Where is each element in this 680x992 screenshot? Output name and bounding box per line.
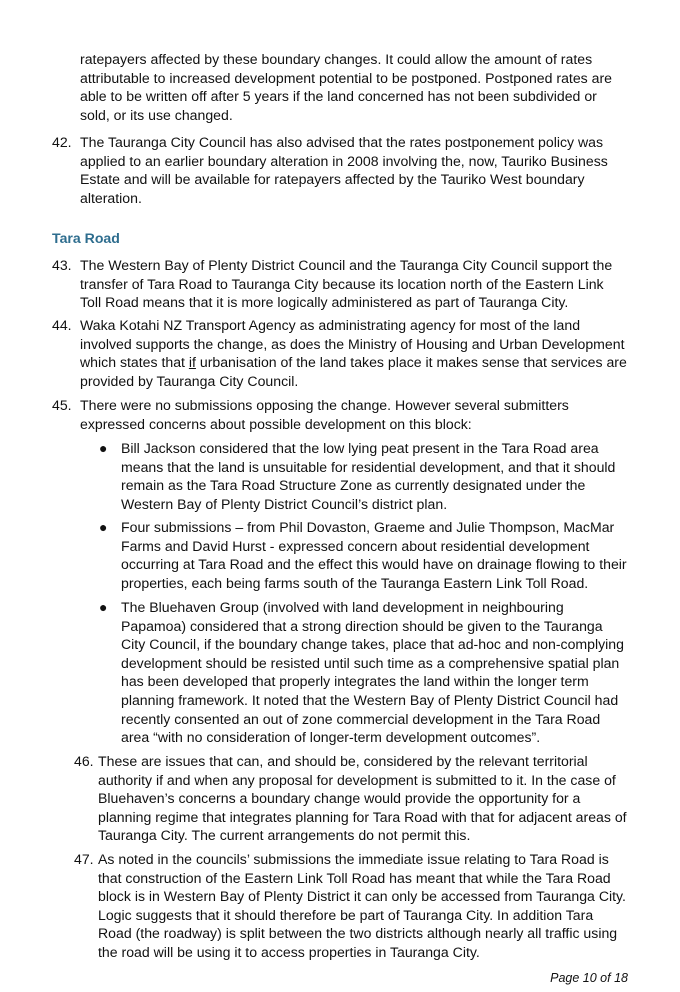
paragraph-number-44: 44. xyxy=(52,317,72,333)
paragraph-number-45: 45. xyxy=(52,397,72,413)
paragraph-44 xyxy=(80,316,628,390)
paragraph-43: The Western Bay of Plenty District Council and the Tauranga City Council support the transfer of Tara Road to Tauranga City because its location north of the Eastern Link Toll Road means that it is more logically administered as part of Tauranga City. xyxy=(80,257,613,311)
continuation-paragraph: ratepayers affected by these boundary changes. It could allow the amount of rates attributable to increased development potential to be postponed. Postponed rates are able to be written off after 5 years if the land concerned has not been subdivided or sold, or its use changed. xyxy=(80,51,613,123)
paragraph-46: These are issues that can, and should be, considered by the relevant territorial authority if and when any proposal for development is submitted to it. In the case of Bluehaven’s concerns a boundary change would provide the opportunity for a planning regime that integrates planning for Tara Road with that for adjacent areas of Tauranga City. The current arrangements do not permit this. xyxy=(98,753,627,844)
paragraph-number-46: 46. xyxy=(74,753,94,769)
bullet-item-2: Four submissions – from Phil Dovaston, Graeme and Julie Thompson, MacMar Farms and David Hurst - expressed concern about residential development occurring at Tara Road and the effect this would have on drainage flowing to their properties, each being farms south of the Tauranga Eastern Link Toll Road. xyxy=(121,519,627,591)
paragraph-number-47: 47. xyxy=(74,851,94,867)
paragraph-number-42: 42. xyxy=(52,134,72,150)
bullet-item-3: The Bluehaven Group (involved with land development in neighbouring Papamoa) considered that a strong direction should be given to the Tauranga City Council, if the boundary change takes, place that ad-hoc and non-complying development should be resisted until such time as a comprehensive spatial plan has been developed that properly integrates the land within the longer term planning framework. It noted that the Western Bay of Plenty District Council had recently consented an out of zone commercial development in the Tara Road area “with no consideration of longer-term development outcomes”. xyxy=(121,599,624,746)
bullet-icon: ● xyxy=(99,599,108,615)
paragraph-44-part-b: urbanisation of the land takes place it makes sense that services are provided by Tauranga City Council. xyxy=(80,354,627,389)
paragraph-47: As noted in the councils’ submissions the immediate issue relating to Tara Road is that construction of the Eastern Link Toll Road has meant that while the Tara Road block is in Western Bay of Plenty District it can only be accessed from Tauranga City. Logic suggests that it should therefore be part of Tauranga City. In addition Tara Road (the roadway) is split between the two districts although nearly all traffic using the road will be using it to access properties in Tauranga City. xyxy=(98,851,626,960)
page-number-footer: Page 10 of 18 xyxy=(550,971,628,985)
bullet-item-1: Bill Jackson considered that the low lying peat present in the Tara Road area means that the land is unsuitable for residential development, and that it should remain as the Tara Road Structure Zone as currently designated under the Western Bay of Plenty District Council’s district plan. xyxy=(121,440,616,512)
paragraph-45: There were no submissions opposing the change. However several submitters expressed concerns about possible development on this block: xyxy=(80,397,569,432)
paragraph-44-part-a: Waka Kotahi NZ Transport Agency as administrating agency for most of the land involved supports the change, as does the Ministry of Housing and Urban Development which states that xyxy=(80,317,625,371)
bullet-icon: ● xyxy=(99,519,108,535)
emphasis-if: if xyxy=(188,354,196,371)
paragraph-number-43: 43. xyxy=(52,257,72,273)
section-heading-tara-road: Tara Road xyxy=(52,230,120,246)
bullet-icon: ● xyxy=(99,440,108,456)
paragraph-42: The Tauranga City Council has also advised that the rates postponement policy was applied to an earlier boundary alteration in 2008 involving the, now, Tauriko Business Estate and will be available for ratepayers affected by the Tauriko West boundary alteration. xyxy=(80,134,608,206)
